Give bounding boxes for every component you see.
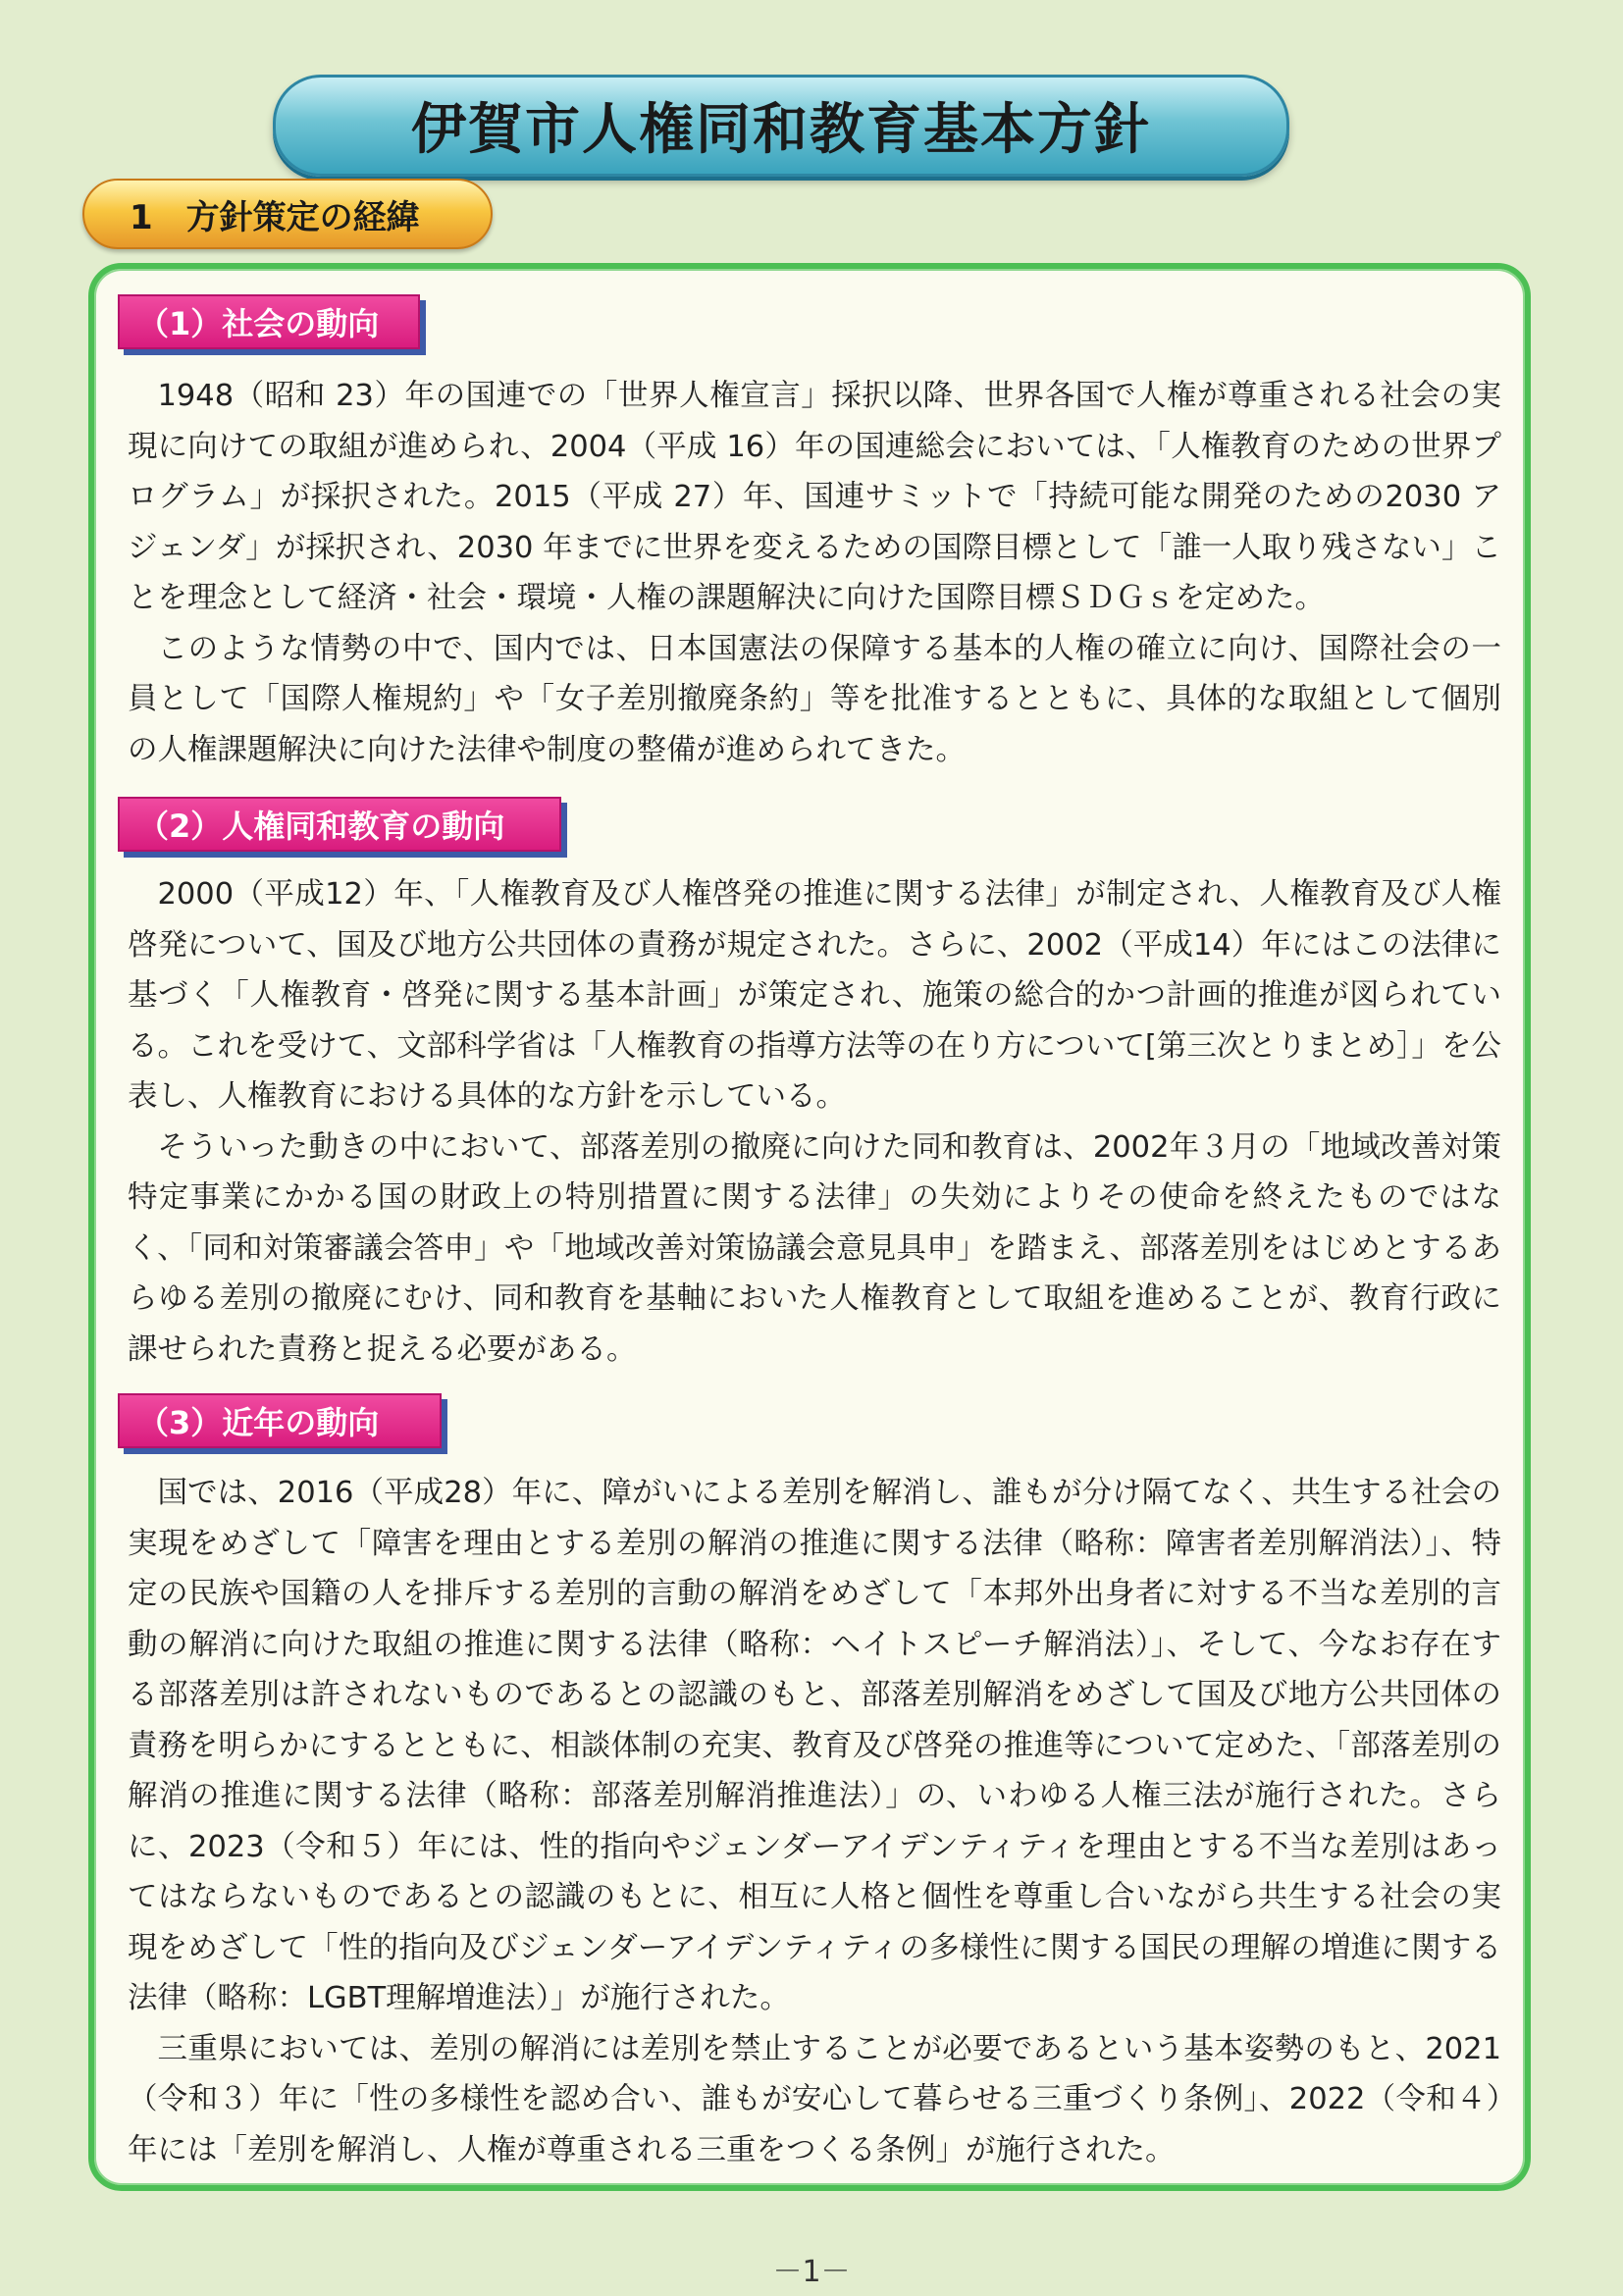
paragraph: 国では、2016（平成28）年に、障がいによる差別を解消し、誰もが分け隔てなく、共生する社会の実現をめざして「障害を理由とする差別の解消の推進に関する法律（略称：障害者差別解消法）」、特定の民族や国籍の人を排斥する差別的言動の解消をめざして「本邦外出身者に対する不当な差別的言動の解消に向けた取組の推進に関する法律（略称：ヘイトスピーチ解消法）」、そして、今なお存在する部落差別は許されないものであるとの認識のもと、部落差別解消をめざして国及び地方公共団体の責務を明らかにするとともに、相談体制の充実、教育及び啓発の推進等について定めた、「部落差別の解消の推進に関する法律（略称：部落差別解消推進法）」の、いわゆる人権三法が施行された。さらに、2023（令和５）年には、性的指向やジェンダーアイデンティティを理由とする不当な差別はあってはならないものであるとの認識のもとに、相互に人格と個性を尊重し合いながら共生する社会の実現をめざして「性的指向及びジェンダーアイデンティティの多様性に関する国民の理解の増進に関する法律（略称：LGBT理解増進法）」が施行された。 <box>128 1476 1501 2015</box>
paragraph: このような情勢の中で、国内では、日本国憲法の保障する基本的人権の確立に向け、国際社会の一員として「国際人権規約」や「女子差別撤廃条約」等を批准するとともに、具体的な取組として個別の人権課題解決に向けた法律や制度の整備が進められてきた。 <box>128 631 1501 767</box>
subsection-heading-3 <box>118 1393 442 1448</box>
subsection-heading-3-label: （3）近年の動向 <box>137 1404 380 1441</box>
page-title: 伊賀市人権同和教育基本方針 <box>411 98 1151 162</box>
subsection-heading-2-label: （2）人権同和教育の動向 <box>137 808 505 845</box>
paragraph: そういった動きの中において、部落差別の撤廃に向けた同和教育は、2002年３月の「地域改善対策特定事業にかかる国の財政上の特別措置に関する法律」の失効によりその使命を終えたものではなく、「同和対策審議会答申」や「地域改善対策協議会意見具申」を踏まえ、部落差別をはじめとするあらゆる差別の撤廃にむけ、同和教育を基軸においた人権教育として取組を進めることが、教育行政に課せられた責務と捉える必要がある。 <box>128 1129 1501 1367</box>
section-header-label: 1 方針策定の経緯 <box>130 197 420 237</box>
subsection-heading-1-label: （1）社会の動向 <box>137 305 380 342</box>
subsection-body-1 <box>128 371 1501 775</box>
paragraph: 1948（昭和 23）年の国連での「世界人権宣言」採択以降、世界各国で人権が尊重される社会の実現に向けての取組が進められ、2004（平成 16）年の国連総会においては、「人権教育のための世界プログラム」が採択された。2015（平成 27）年、国連サミットで「持続可能な開発のための2030 アジェンダ」が採択され、2030 年までに世界を変えるための国際目標として「誰一人取り残さない」ことを理念として経済・社会・環境・人権の課題解決に向けた国際目標ＳＤＧｓを定めた。 <box>128 379 1501 615</box>
section-header <box>82 179 493 249</box>
page-number: －1－ <box>772 2255 851 2289</box>
title-banner <box>273 75 1289 177</box>
subsection-heading-2 <box>118 797 561 852</box>
paragraph: 三重県においては、差別の解消には差別を禁止することが必要であるという基本姿勢のもと、2021（令和３）年に「性の多様性を認め合い、誰もが安心して暮らせる三重づくり条例」、2022（令和４）年には「差別を解消し、人権が尊重される三重をつくる条例」が施行された。 <box>128 2031 1501 2167</box>
subsection-body-3 <box>128 1468 1501 2175</box>
paragraph: 2000（平成12）年、「人権教育及び人権啓発の推進に関する法律」が制定され、人権教育及び人権啓発について、国及び地方公共団体の責務が規定された。さらに、2002（平成14）年にはこの法律に基づく「人権教育・啓発に関する基本計画」が策定され、施策の総合的かつ計画的推進が図られている。これを受けて、文部科学省は「人権教育の指導方法等の在り方について[第三次とりまとめ］」を公表し、人権教育における具体的な方針を示している。 <box>128 877 1501 1114</box>
subsection-body-2 <box>128 869 1501 1375</box>
subsection-heading-1 <box>118 294 420 349</box>
